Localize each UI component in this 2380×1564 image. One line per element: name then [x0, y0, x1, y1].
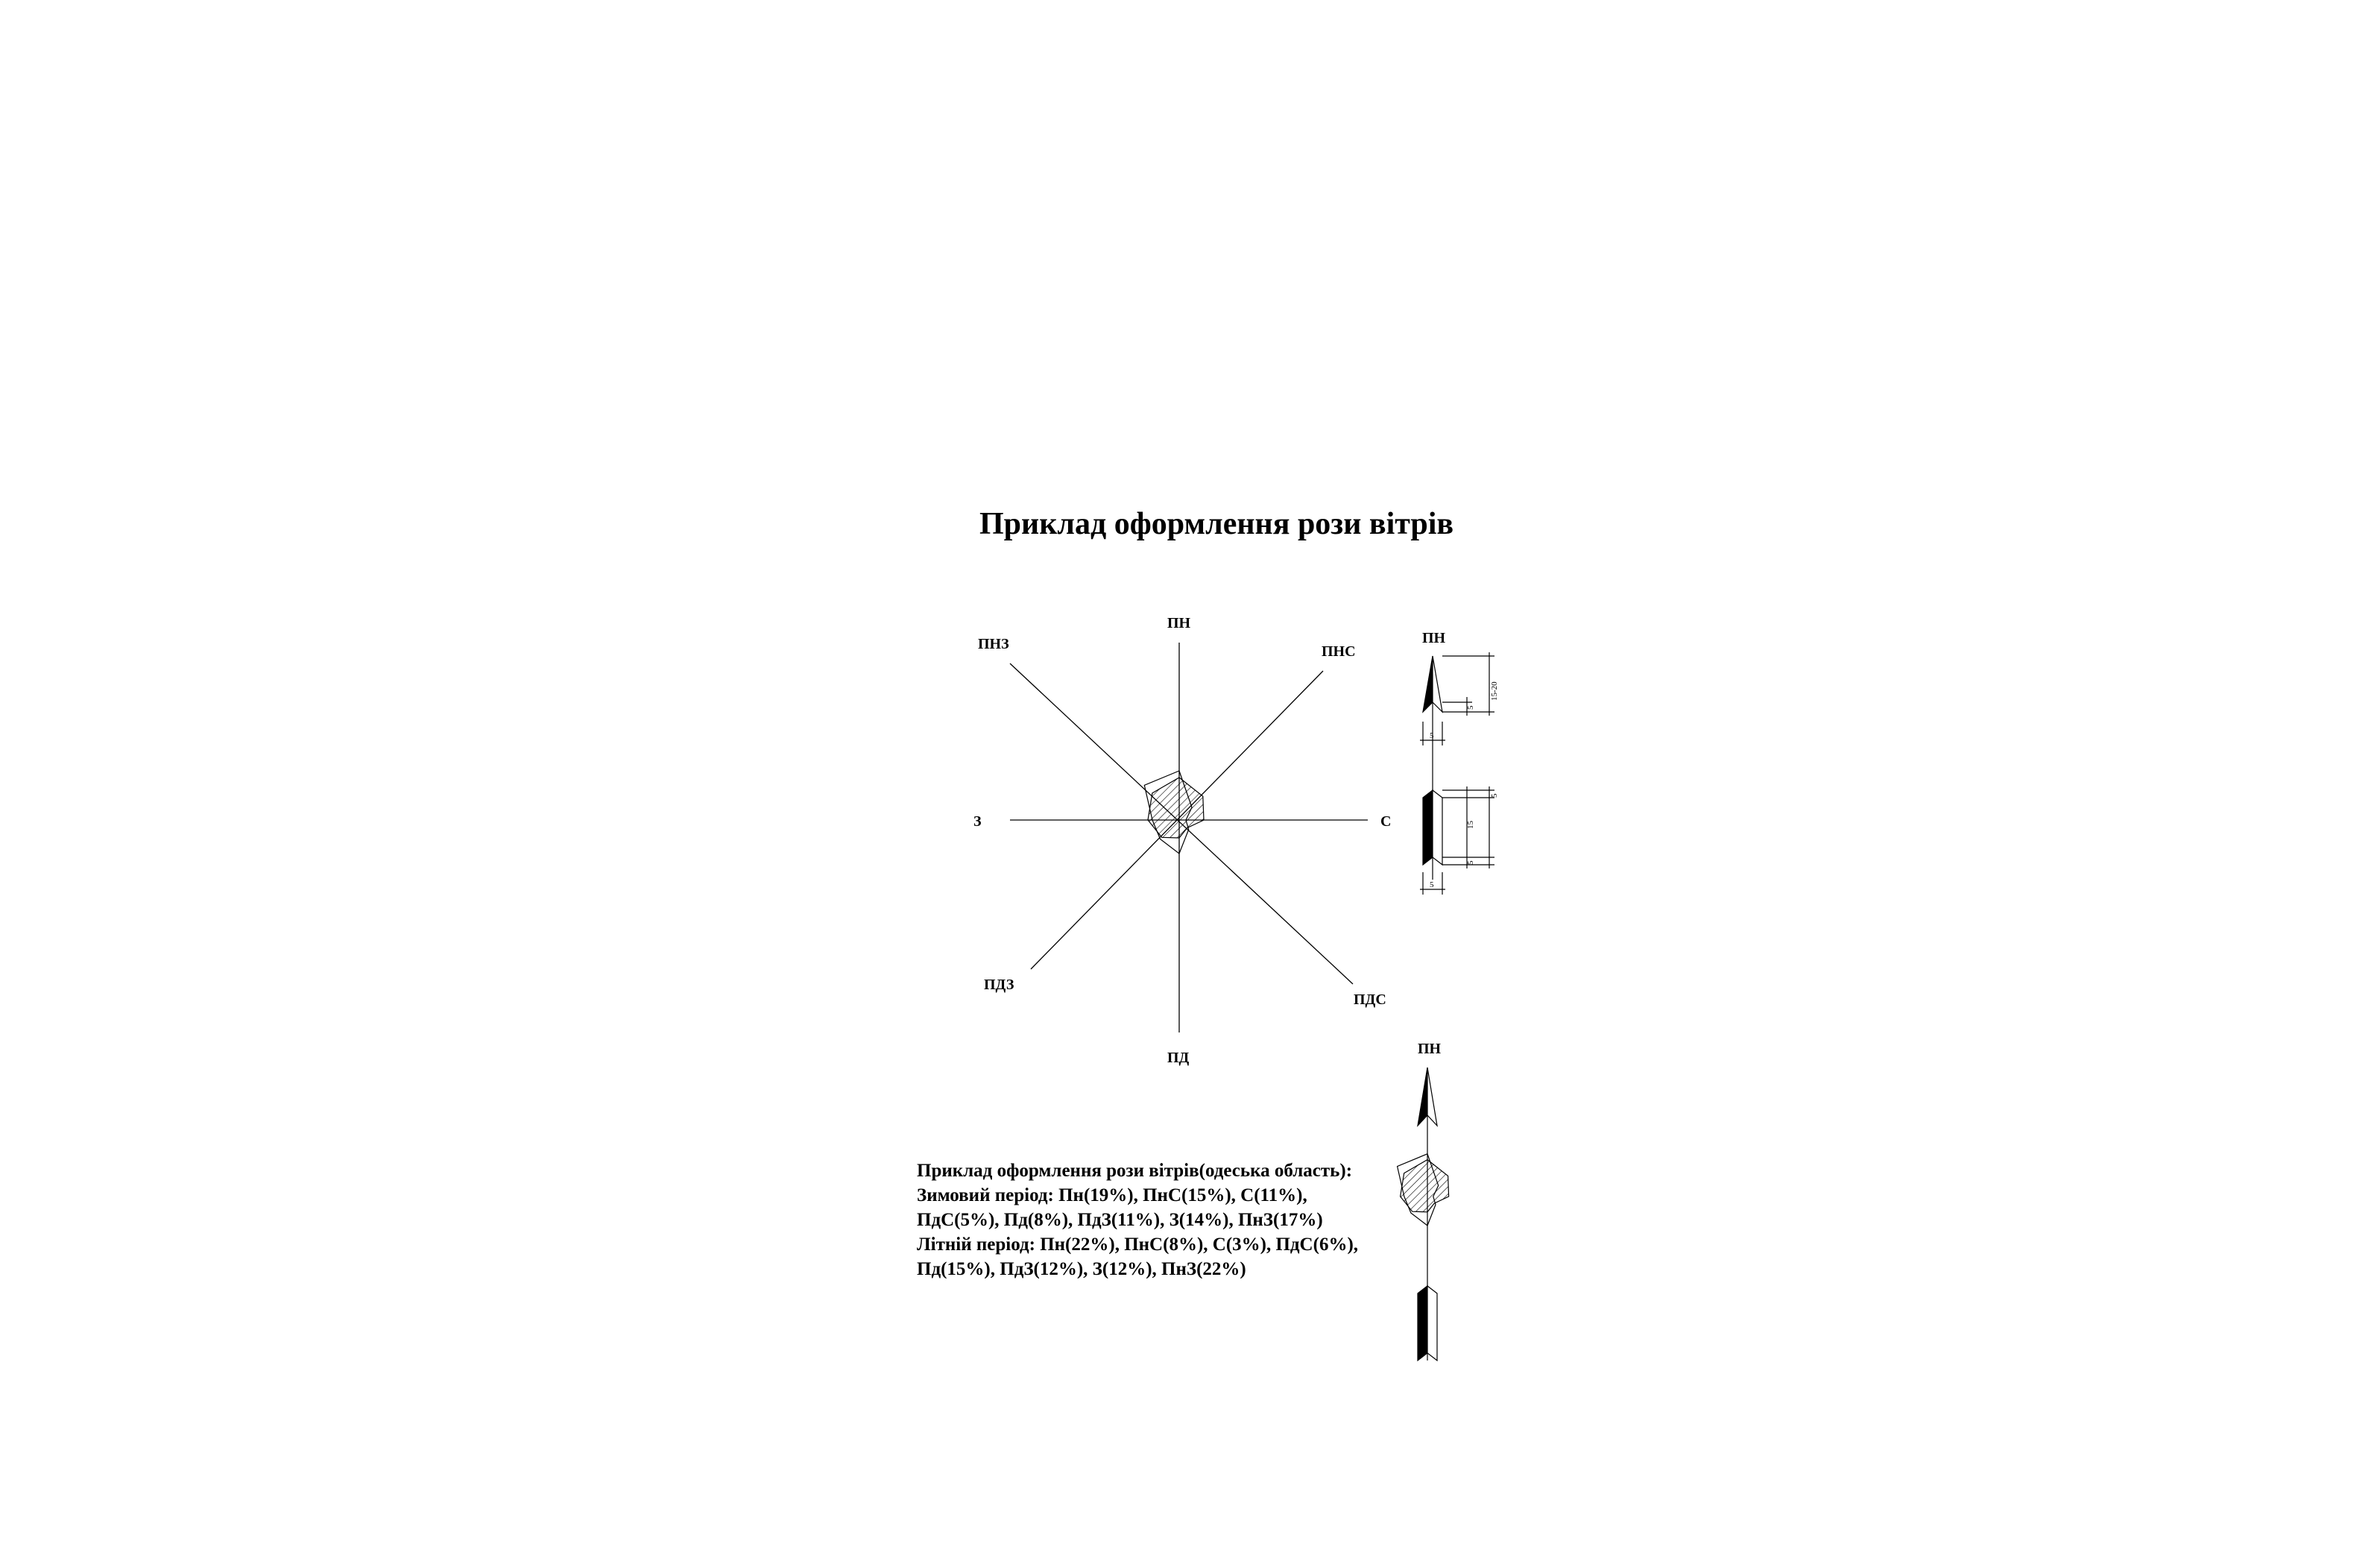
label-ne: ПНС [1322, 643, 1356, 660]
label-s: ПД [1167, 1050, 1190, 1066]
label-sw: ПДЗ [984, 977, 1014, 993]
caption-line-4: Літній період: Пн(22%), ПнС(8%), С(3%), ПдС(6%), [917, 1235, 1359, 1255]
example-tail-fill [1418, 1286, 1427, 1360]
direction-labels [973, 615, 1391, 1066]
dim-5-tail-bottom: 5 [1466, 860, 1475, 865]
caption-line-5: Пд(15%), ПдЗ(12%), З(12%), ПнЗ(22%) [917, 1259, 1246, 1279]
label-w: З [973, 813, 982, 830]
detail-north-label: ПН [1422, 630, 1446, 646]
example-arrow-head-fill [1418, 1068, 1427, 1126]
page-title: Приклад оформлення рози вітрів [979, 507, 1454, 541]
label-se: ПДС [1354, 991, 1386, 1008]
label-nw: ПНЗ [978, 636, 1009, 652]
example-tail-outline [1427, 1286, 1437, 1360]
dim-5-width-top: 5 [1430, 731, 1434, 740]
rose-axes [1010, 643, 1368, 1032]
dim-5-tail-top: 5 [1490, 793, 1499, 798]
detail-tail-outline [1433, 790, 1442, 865]
label-e: С [1380, 813, 1392, 830]
caption-line-1: Приклад оформлення рози вітрів(одеська область): [917, 1161, 1353, 1181]
caption-line-3: ПдС(5%), Пд(8%), ПдЗ(11%), З(14%), ПнЗ(17%) [917, 1210, 1323, 1230]
north-arrow-detail [1420, 630, 1499, 895]
dim-15-20: 15-20 [1490, 681, 1499, 701]
dim-5-head: 5 [1466, 705, 1475, 710]
caption [917, 1158, 1358, 1281]
detail-arrow-head-fill [1423, 656, 1433, 712]
label-n: ПН [1167, 615, 1191, 631]
example-north-label: ПН [1418, 1041, 1442, 1057]
detail-tail-fill [1423, 790, 1433, 865]
caption-line-2: Зимовий період: Пн(19%), ПнС(15%), С(11%), [917, 1185, 1307, 1205]
wind-rose-small [1398, 1154, 1449, 1226]
dim-15-tail: 15 [1466, 821, 1475, 829]
example-arrow-head-outline [1427, 1068, 1437, 1126]
wind-rose-main [1144, 771, 1204, 854]
dim-5-width-bottom: 5 [1430, 880, 1434, 889]
detail-arrow-head-outline [1433, 656, 1442, 712]
